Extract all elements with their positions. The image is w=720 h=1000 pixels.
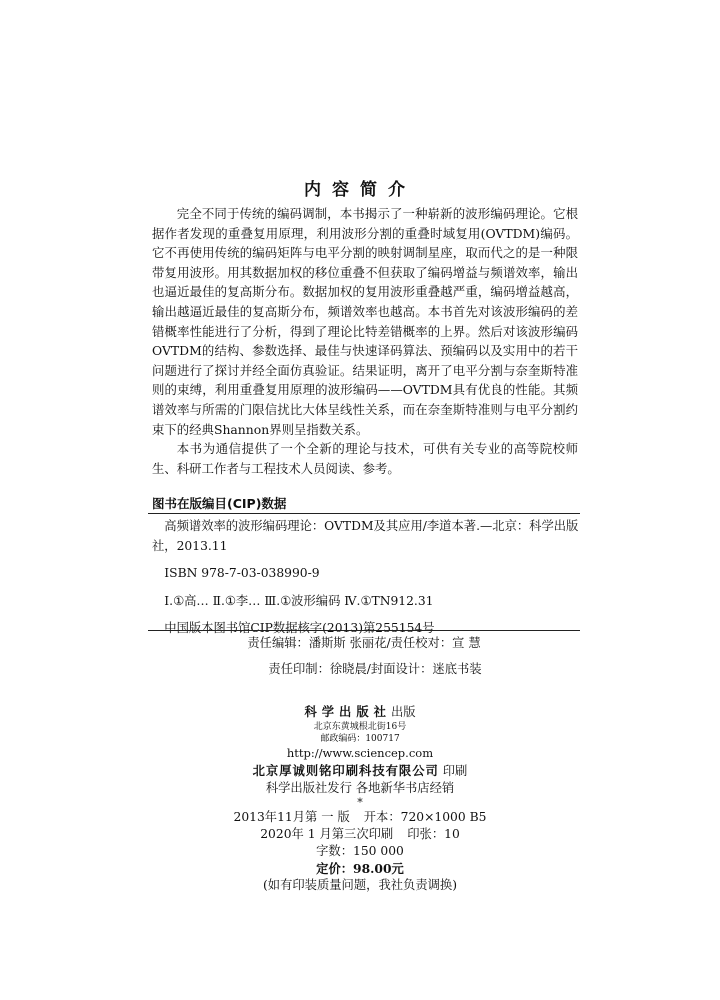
publisher-address: 北京东黄城根北街16号 [313,722,407,732]
printer-suffix: 印刷 [442,764,468,778]
divider [148,513,580,514]
editors-line: 责任编辑：潘斯斯 张丽花/责任校对：宣 慧 [247,636,481,650]
edition-date: 2013年11月第 一 版 [233,810,350,824]
price: 定价：98.00元 [316,861,404,876]
distribution: 科学出版社发行 各地新华书店经销 [265,781,455,795]
cip-data [152,517,580,639]
summary-paragraph: 完全不同于传统的编码调制，本书揭示了一种崭新的波形编码理论。它根据作者发现的重叠复用原理，利用波形分割的重叠时域复用(OVTDM)编码。它不再使用传统的编码矩阵与电平分割的映射调制星座，取而代之的是一种限带复用波形。用其数据加权的移位重叠不但获取了编码增益与频谱效率，输出也逼近最佳的复高斯分布。数据加权的复用波形重叠越严重，编码增益越高，输出越逼近最佳的复高斯分布，频谱效率也越高。本书首先对该波形编码的差错概率性能进行了分析，得到了理论比特差错概率的上界。然后对该波形编码OVTDM的结构、参数选择、最佳与快速译码算法、预编码以及实用中的若干问题进行了探讨并经全面仿真验证。结果证明，离开了电平分割与奈奎斯特准则的束缚，利用重叠复用原理的波形编码——OVTDM具有优良的性能。其频谱效率与所需的门限信扰比大体呈线性关系，而在奈奎斯特准则与电平分割约束下的经典Shannon界则呈指数关系。 [152,206,578,437]
cip-library-number: 中国版本图书馆CIP数据核字(2013)第255154号 [164,621,435,636]
separator: * [357,796,363,809]
cip-record: 高频谱效率的波形编码理论：OVTDM及其应用/李道本著.—北京：科学出版社，2013.11 [152,519,579,553]
printer-name: 北京厚诚则铭印刷科技有限公司 [252,763,439,778]
production-line: 责任印制：徐晓晨/封面设计：迷底书装 [268,662,482,676]
classification: Ⅰ.①高… Ⅱ.①李… Ⅲ.①波形编码 Ⅳ.①TN912.31 [164,593,434,608]
publisher-suffix: 出版 [390,705,416,719]
cip-heading: 图书在版编目(CIP)数据 [152,496,287,511]
publication-info [0,703,720,894]
summary-paragraph: 本书为通信提供了一个全新的理论与技术，可供有关专业的高等院校师生、科研工作者与工程技术人员阅读、参考。 [152,441,578,476]
website: http://www.sciencep.com [286,746,434,760]
publisher-name: 科学出版社 [304,704,391,719]
print-date: 2020年 1 月第三次印刷 [260,827,394,841]
printing-line [0,826,720,843]
book-format: 开本：720×1000 B5 [363,810,487,824]
content-summary [152,204,578,478]
quality-notice: (如有印装质量问题，我社负责调换) [262,878,458,892]
page-title: 内容简介 [304,180,416,200]
divider [148,630,580,631]
publisher-line [0,703,720,721]
credits [0,634,720,679]
isbn: ISBN 978-7-03-038990-9 [164,566,320,581]
printer-line [0,762,720,780]
edition-line [0,809,720,826]
word-count: 字数：150 000 [316,844,404,858]
print-sheets: 印张：10 [407,827,460,841]
postcode: 邮政编码：100717 [320,734,400,744]
